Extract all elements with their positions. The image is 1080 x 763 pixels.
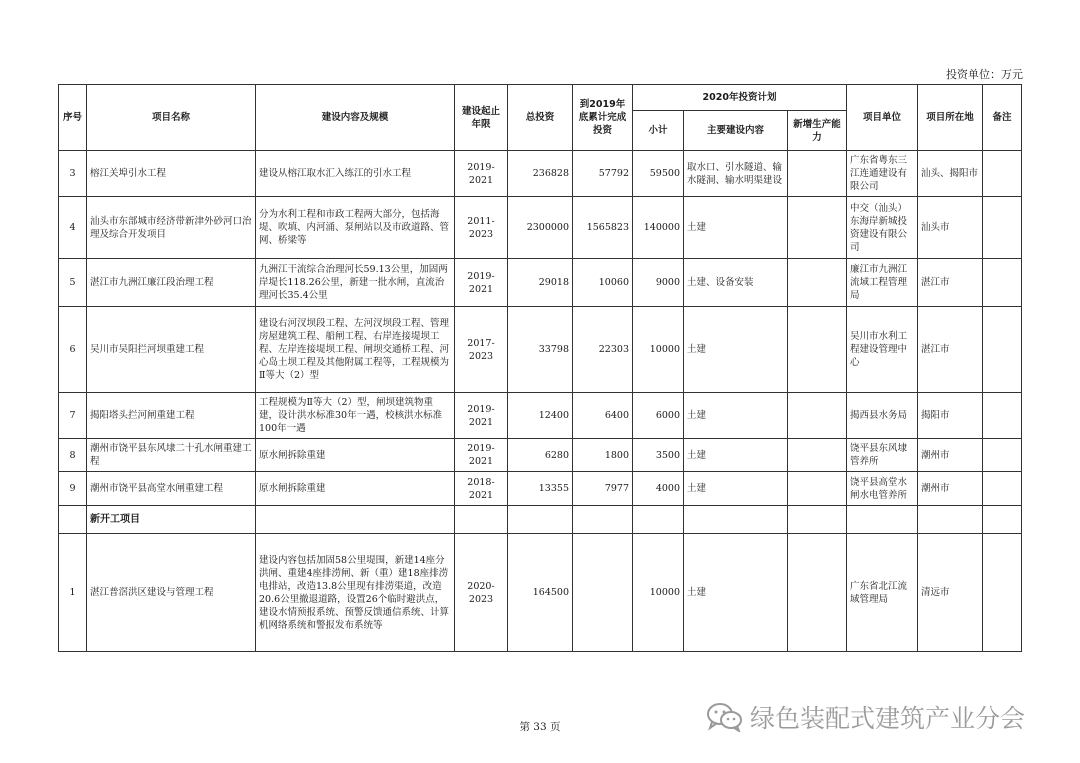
cell-period: 2019-2021 bbox=[455, 393, 508, 439]
cell-main: 土建 bbox=[684, 472, 788, 506]
cell-name: 吴川市吴阳拦河坝重建工程 bbox=[87, 307, 256, 393]
cell-owner: 揭西县水务局 bbox=[847, 393, 918, 439]
cell-location: 潮州市 bbox=[918, 472, 983, 506]
investment-unit-label: 投资单位：万元 bbox=[946, 68, 1023, 81]
cell-total: 12400 bbox=[508, 393, 573, 439]
cell-capacity bbox=[788, 534, 847, 652]
cell-note bbox=[983, 259, 1022, 307]
cell-main: 土建 bbox=[684, 439, 788, 472]
cell-owner: 饶平县东风埭管养所 bbox=[847, 439, 918, 472]
cell-main: 土建 bbox=[684, 307, 788, 393]
cell-period: 2020-2023 bbox=[455, 534, 508, 652]
cell-content: 建设从榕江取水汇入练江的引水工程 bbox=[256, 151, 455, 197]
cell-done: 1565823 bbox=[573, 197, 633, 259]
cell-done: 57792 bbox=[573, 151, 633, 197]
table-row bbox=[59, 439, 1022, 472]
cell-done: 7977 bbox=[573, 472, 633, 506]
cell-owner: 中交（汕头）东海岸新城投资建设有限公司 bbox=[847, 197, 918, 259]
cell-period: 2018-2021 bbox=[455, 472, 508, 506]
cell-owner: 吴川市水利工程建设管理中心 bbox=[847, 307, 918, 393]
cell-subtotal: 3500 bbox=[633, 439, 684, 472]
header-plan2020: 2020年投资计划 bbox=[633, 85, 847, 111]
cell-seq: 4 bbox=[59, 197, 87, 259]
table-row bbox=[59, 393, 1022, 439]
cell-capacity bbox=[788, 151, 847, 197]
cell-subtotal: 6000 bbox=[633, 393, 684, 439]
cell-seq: 7 bbox=[59, 393, 87, 439]
cell-location: 湛江市 bbox=[918, 307, 983, 393]
cell-period: 2019-2021 bbox=[455, 439, 508, 472]
cell-seq: 1 bbox=[59, 534, 87, 652]
cell-total: 13355 bbox=[508, 472, 573, 506]
cell-total: 2300000 bbox=[508, 197, 573, 259]
cell-capacity bbox=[788, 439, 847, 472]
cell-subtotal: 140000 bbox=[633, 197, 684, 259]
cell-capacity bbox=[788, 307, 847, 393]
cell-content: 原水闸拆除重建 bbox=[256, 439, 455, 472]
cell-subtotal: 59500 bbox=[633, 151, 684, 197]
cell-name: 揭阳塔头拦河闸重建工程 bbox=[87, 393, 256, 439]
cell-done: 22303 bbox=[573, 307, 633, 393]
cell-name: 潮州市饶平县高堂水闸重建工程 bbox=[87, 472, 256, 506]
header-location: 项目所在地 bbox=[918, 85, 983, 151]
header-note: 备注 bbox=[983, 85, 1022, 151]
cell-content: 建设右河汊坝段工程、左河汊坝段工程、管理房屋建筑工程、船闸工程、右岸连接堤坝工程、左岸连接堤坝工程、闸坝交通桥工程、河心岛土坝工程及其他附属工程等，工程规模为Ⅱ等大（2）型 bbox=[256, 307, 455, 393]
cell-main: 土建、设备安装 bbox=[684, 259, 788, 307]
cell-capacity bbox=[788, 393, 847, 439]
cell-main: 取水口、引水隧道、输水隧洞、输水明渠建设 bbox=[684, 151, 788, 197]
cell-name: 榕江关埠引水工程 bbox=[87, 151, 256, 197]
cell-note bbox=[983, 472, 1022, 506]
cell-name: 湛江普滘洪区建设与管理工程 bbox=[87, 534, 256, 652]
cell-main: 土建 bbox=[684, 534, 788, 652]
cell-done bbox=[573, 534, 633, 652]
header-period: 建设起止年限 bbox=[455, 85, 508, 151]
cell-content: 工程规模为Ⅱ等大（2）型，闸坝建筑物重建，设计洪水标准30年一遇，校核洪水标准100年一遇 bbox=[256, 393, 455, 439]
cell-seq: 9 bbox=[59, 472, 87, 506]
header-subtotal: 小计 bbox=[633, 111, 684, 151]
cell-name: 潮州市饶平县东风埭二十孔水闸重建工程 bbox=[87, 439, 256, 472]
section-title: 新开工项目 bbox=[87, 506, 256, 534]
cell-content: 原水闸拆除重建 bbox=[256, 472, 455, 506]
cell-total: 6280 bbox=[508, 439, 573, 472]
cell-total: 236828 bbox=[508, 151, 573, 197]
cell-main: 土建 bbox=[684, 393, 788, 439]
table-row bbox=[59, 472, 1022, 506]
cell-total: 29018 bbox=[508, 259, 573, 307]
cell-owner: 饶平县高堂水闸水电管养所 bbox=[847, 472, 918, 506]
header-name: 项目名称 bbox=[87, 85, 256, 151]
cell-owner: 廉江市九洲江流域工程管理局 bbox=[847, 259, 918, 307]
cell-content: 建设内容包括加固58公里堤围，新建14座分洪闸、重建4座排涝闸、新（重）建18座排涝电排站，改造13.8公里现有排涝渠道，改造20.6公里撤退道路，设置26个临时避洪点，建设水情预报系统、预警反馈通信系统、计算机网络系统和警报发布系统等 bbox=[256, 534, 455, 652]
investment-table bbox=[58, 84, 1022, 652]
header-done2019: 到2019年底累计完成投资 bbox=[573, 85, 633, 151]
cell-owner: 广东省粤东三江连通建设有限公司 bbox=[847, 151, 918, 197]
header-main-content: 主要建设内容 bbox=[684, 111, 788, 151]
table-row bbox=[59, 534, 1022, 652]
cell-subtotal: 4000 bbox=[633, 472, 684, 506]
cell-period: 2011-2023 bbox=[455, 197, 508, 259]
header-owner: 项目单位 bbox=[847, 85, 918, 151]
page-number: 第 33 页 bbox=[519, 721, 561, 733]
header-seq: 序号 bbox=[59, 85, 87, 151]
cell-note bbox=[983, 307, 1022, 393]
cell-done: 6400 bbox=[573, 393, 633, 439]
cell-period: 2017-2023 bbox=[455, 307, 508, 393]
cell-note bbox=[983, 197, 1022, 259]
cell-period: 2019-2021 bbox=[455, 259, 508, 307]
cell-note bbox=[983, 151, 1022, 197]
cell-subtotal: 9000 bbox=[633, 259, 684, 307]
cell-note bbox=[983, 393, 1022, 439]
cell-subtotal: 10000 bbox=[633, 534, 684, 652]
cell-main: 土建 bbox=[684, 197, 788, 259]
header-content: 建设内容及规模 bbox=[256, 85, 455, 151]
cell-location: 湛江市 bbox=[918, 259, 983, 307]
cell-location: 潮州市 bbox=[918, 439, 983, 472]
cell-capacity bbox=[788, 197, 847, 259]
cell-location: 清远市 bbox=[918, 534, 983, 652]
table-row bbox=[59, 259, 1022, 307]
cell-capacity bbox=[788, 472, 847, 506]
section-row bbox=[59, 506, 1022, 534]
cell-content: 分为水利工程和市政工程两大部分，包括海堤、吹填、内河涌、泵闸站以及市政道路、管网、桥梁等 bbox=[256, 197, 455, 259]
cell-location: 汕头市 bbox=[918, 197, 983, 259]
table-row bbox=[59, 151, 1022, 197]
cell-name: 湛江市九洲江廉江段治理工程 bbox=[87, 259, 256, 307]
cell-name: 汕头市东部城市经济带新津外砂河口治理及综合开发项目 bbox=[87, 197, 256, 259]
cell-seq: 6 bbox=[59, 307, 87, 393]
cell-location: 揭阳市 bbox=[918, 393, 983, 439]
header-total: 总投资 bbox=[508, 85, 573, 151]
cell-total: 33798 bbox=[508, 307, 573, 393]
cell-note bbox=[983, 534, 1022, 652]
cell-note bbox=[983, 439, 1022, 472]
cell-seq: 5 bbox=[59, 259, 87, 307]
table-row bbox=[59, 307, 1022, 393]
cell-capacity bbox=[788, 259, 847, 307]
cell-done: 10060 bbox=[573, 259, 633, 307]
table-row bbox=[59, 197, 1022, 259]
cell-done: 1800 bbox=[573, 439, 633, 472]
cell-seq: 8 bbox=[59, 439, 87, 472]
cell-content: 九洲江干流综合治理河长59.13公里，加固两岸堤长118.26公里，新建一批水闸，直流治理河长35.4公里 bbox=[256, 259, 455, 307]
cell-seq-empty bbox=[59, 506, 87, 534]
cell-location: 汕头、揭阳市 bbox=[918, 151, 983, 197]
cell-subtotal: 10000 bbox=[633, 307, 684, 393]
cell-seq: 3 bbox=[59, 151, 87, 197]
watermark-text: 绿色装配式建筑产业分会 bbox=[750, 704, 1026, 733]
header-capacity: 新增生产能力 bbox=[788, 111, 847, 151]
cell-owner: 广东省北江流域管理局 bbox=[847, 534, 918, 652]
cell-period: 2019-2021 bbox=[455, 151, 508, 197]
cell-total: 164500 bbox=[508, 534, 573, 652]
